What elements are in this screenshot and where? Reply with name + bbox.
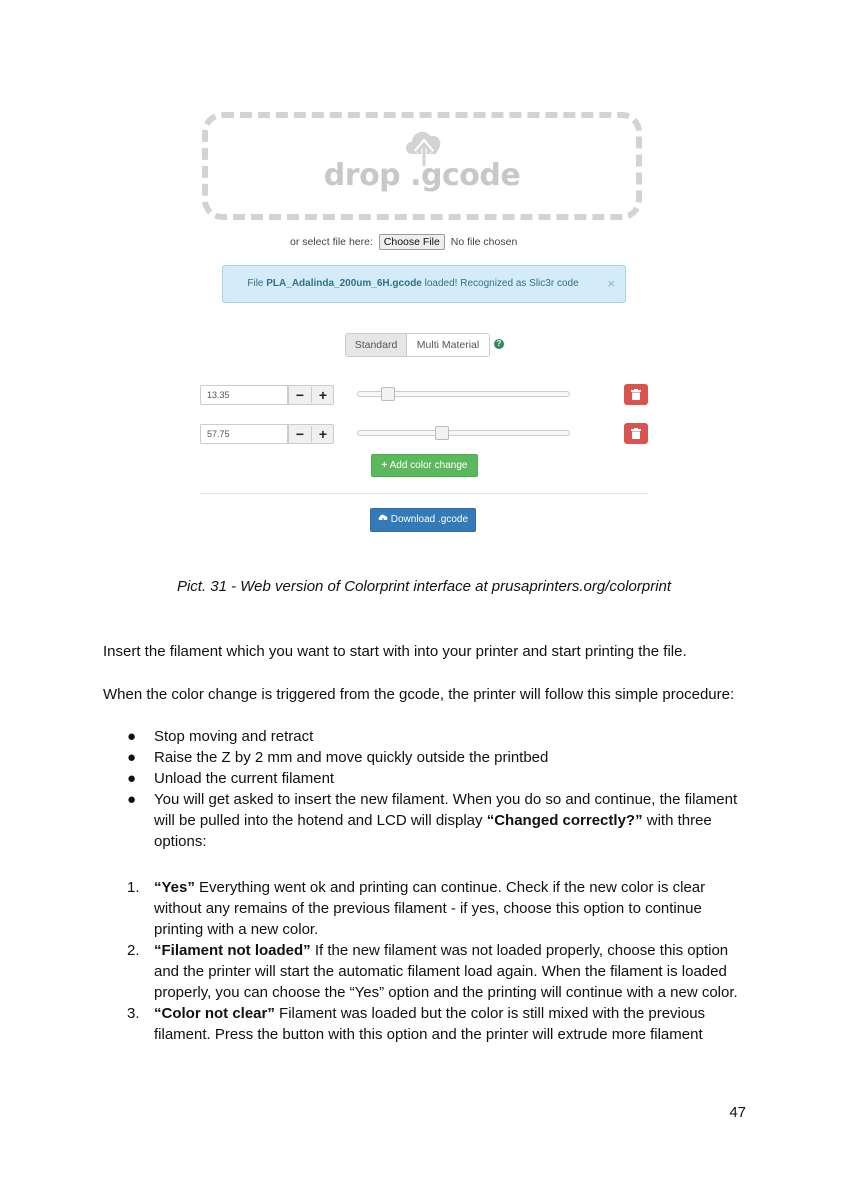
trash-icon	[631, 389, 641, 400]
option-text: Filament was loaded but the color is still mixed with the previous filament. Press the button with this option and the printer will extrude more filament	[154, 1005, 706, 1043]
height-input-1[interactable]	[200, 385, 288, 405]
list-number: 1.	[127, 879, 140, 896]
height-slider-2[interactable]	[357, 430, 570, 436]
help-icon[interactable]: ?	[494, 339, 504, 349]
alert-filename: PLA_Adalinda_200um_6H.gcode	[266, 278, 422, 289]
plus-icon[interactable]: +	[311, 426, 334, 442]
options-list	[127, 877, 747, 1045]
trash-icon	[631, 428, 641, 439]
height-stepper-2[interactable]	[288, 424, 334, 444]
list-item-text: You will get asked to insert the new filament. When you do so and continue, the filament will be pulled into the hotend and LCD will display	[154, 791, 738, 829]
bullet: ●	[127, 770, 137, 787]
minus-icon[interactable]: −	[295, 387, 305, 403]
list-number: 2.	[127, 942, 140, 959]
list-item	[127, 726, 747, 747]
list-item	[127, 1003, 747, 1045]
alert-message	[223, 278, 603, 289]
no-file-chosen-label: No file chosen	[450, 236, 518, 248]
bullet: ●	[127, 749, 137, 766]
option-title: “Yes”	[154, 879, 195, 896]
file-loaded-alert	[222, 265, 626, 303]
list-number: 3.	[127, 1005, 140, 1022]
list-item	[127, 747, 747, 768]
list-item-text: Raise the Z by 2 mm and move quickly outside the printbed	[154, 749, 549, 766]
slider-handle-2[interactable]	[435, 426, 449, 440]
figure-caption: Pict. 31 - Web version of Colorprint interface at prusaprinters.org/colorprint	[176, 578, 672, 595]
file-select-row	[290, 234, 517, 250]
option-text: Everything went ok and printing can continue. Check if the new color is clear without any remains of the previous filament - if yes, choose this option to continue printing with a new color.	[154, 879, 706, 938]
procedure-list	[127, 726, 747, 852]
slider-handle-1[interactable]	[381, 387, 395, 401]
close-icon[interactable]: ×	[607, 276, 615, 291]
list-item	[127, 940, 747, 1003]
download-button-label: Download .gcode	[390, 514, 469, 525]
list-item	[127, 789, 747, 852]
option-title: “Filament not loaded”	[154, 942, 311, 959]
select-file-label: or select file here:	[290, 236, 373, 248]
plus-icon[interactable]: +	[311, 387, 334, 403]
cloud-download-icon	[378, 514, 388, 523]
add-button-label: Add color change	[389, 460, 468, 471]
list-item-text: Unload the current filament	[154, 770, 335, 787]
height-input-2[interactable]	[200, 424, 288, 444]
plus-icon: +	[381, 460, 388, 471]
alert-prefix: File	[247, 278, 267, 289]
alert-suffix: loaded! Recognized as Slic3r code	[421, 278, 579, 289]
delete-color-change-button-2[interactable]	[624, 423, 648, 444]
add-color-change-button[interactable]	[371, 454, 478, 477]
paragraph-insert-filament: Insert the filament which you want to start with into your printer and start printing the file.	[103, 643, 687, 660]
choose-file-button[interactable]: Choose File	[379, 234, 445, 250]
list-item	[127, 768, 747, 789]
bullet: ●	[127, 728, 137, 745]
delete-color-change-button-1[interactable]	[624, 384, 648, 405]
tab-standard[interactable]: Standard	[345, 333, 407, 357]
download-gcode-button[interactable]	[370, 508, 476, 532]
tab-multi-material[interactable]: Multi Material	[406, 333, 490, 357]
list-item-text: with three options:	[154, 812, 712, 850]
list-item-text: Stop moving and retract	[154, 728, 314, 745]
minus-icon[interactable]: −	[295, 426, 305, 442]
divider	[200, 493, 648, 494]
height-stepper-1[interactable]	[288, 385, 334, 405]
list-item-bold: “Changed correctly?”	[486, 812, 643, 829]
page-number: 47	[729, 1104, 746, 1121]
paragraph-color-change-procedure: When the color change is triggered from the gcode, the printer will follow this simple procedure:	[103, 686, 735, 703]
list-item	[127, 877, 747, 940]
option-text: If the new filament was not loaded properly, choose this option and the printer will start the automatic filament load again. When the filament is loaded properly, you can choose the “Yes” option and the printing will continue with a new color.	[154, 942, 738, 1001]
drop-gcode-text: drop .gcode	[323, 158, 521, 193]
bullet: ●	[127, 791, 137, 808]
option-title: “Color not clear”	[154, 1005, 275, 1022]
